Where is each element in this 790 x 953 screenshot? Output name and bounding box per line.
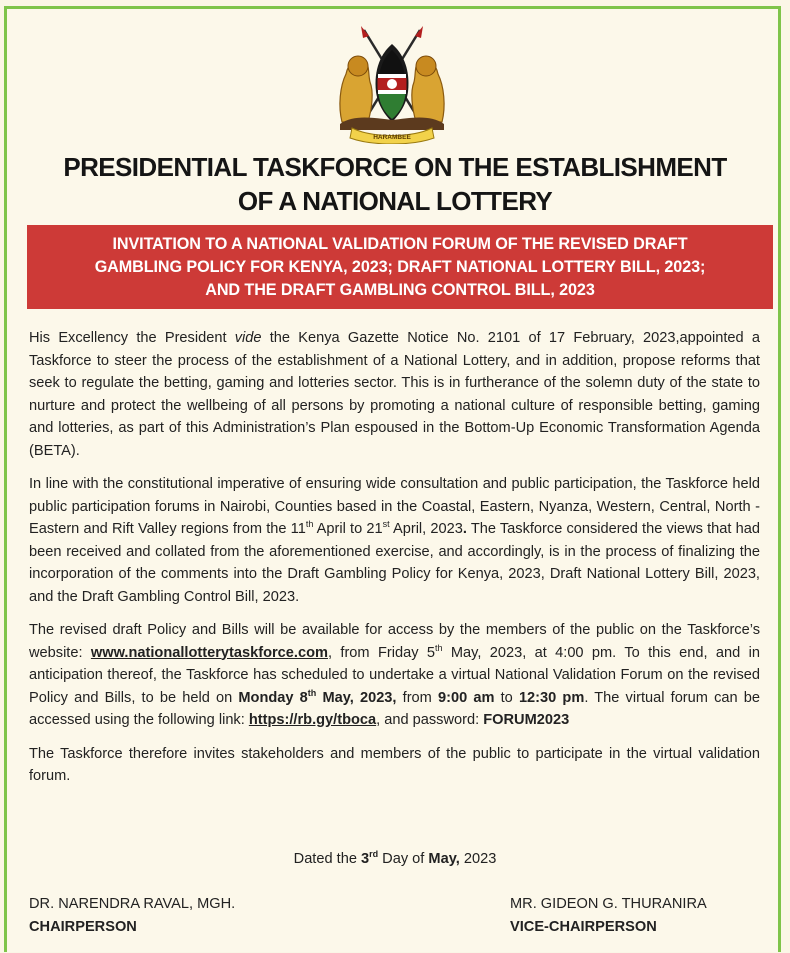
forum-date-day: Monday 8 (238, 689, 308, 706)
p3-text-b: , from Friday 5 (327, 644, 435, 661)
p3-text-a: The revised draft Policy and Bills will be available for access by the members of the public on the Taskforce’s website: (29, 622, 760, 661)
p2-period: . (462, 521, 467, 537)
p3-text-c: May, 2023, at 4:00 pm. To this end, and in anticipation thereof, the Taskforce has scheduled to undertake a virtual National Validation Forum on the revised Policy and Bills, to be held on (29, 644, 760, 706)
dated-prefix: Dated the (293, 850, 361, 867)
chairperson-role: CHAIRPERSON (29, 919, 137, 935)
invitation-banner (27, 225, 773, 309)
p3-text-e: to (494, 689, 519, 706)
forum-link[interactable]: https://rb.gy/tboca (248, 712, 377, 728)
forum-start-time: 9:00 am (437, 689, 495, 706)
title-line-2: OF A NATIONAL LOTTERY (237, 186, 553, 216)
dated-month: May, (428, 850, 460, 867)
forum-date-sup: th (307, 687, 317, 698)
p2-text-c: April, 2023 (389, 521, 463, 537)
paragraph-2 (29, 473, 760, 608)
dated-year: 2023 (459, 850, 497, 867)
notice-body (29, 327, 760, 799)
page-title (20, 150, 770, 218)
forum-password: FORUM2023 (483, 712, 570, 728)
dated-day: 3 (361, 850, 370, 867)
vice-chairperson-role: VICE-CHAIRPERSON (510, 919, 657, 935)
forum-end-time: 12:30 pm (518, 689, 585, 706)
paragraph-1 (29, 327, 760, 462)
p1-text-b: the Kenya Gazette Notice No. 2101 of 17 February, 2023,appointed a Taskforce to steer the process of the establishment of a National Lottery, and in addition, propose reforms that seek to regulate the betting, gaming and lotteries sector. This is in furtherance of the solemn duty of the state to nurture and protect the wellbeing of all persons by promoting a national culture of responsible betting, gaming and lotteries, as part of this Administration’s Plan espoused in the Bottom-Up Economic Transformation Agenda (BETA). (29, 330, 760, 459)
coat-of-arms-emblem (334, 26, 450, 144)
p1-vide: vide (234, 330, 262, 346)
p3-text-g: , and password: (376, 712, 484, 728)
svg-text:HARAMBEE: HARAMBEE (373, 134, 411, 141)
dated-middle: Day of (378, 850, 429, 867)
forum-date (238, 687, 397, 706)
signatory-vice-chairperson (510, 893, 707, 939)
paragraph-3 (29, 619, 760, 732)
signatory-chairperson (29, 893, 235, 939)
banner-line-2: GAMBLING POLICY FOR KENYA, 2023; DRAFT NATIONAL LOTTERY BILL, 2023; (94, 258, 706, 276)
p1-text-a: His Excellency the President (29, 330, 235, 346)
chairperson-name: DR. NARENDRA RAVAL, MGH. (29, 896, 236, 912)
banner-line-3: AND THE DRAFT GAMBLING CONTROL BILL, 2023 (205, 281, 595, 299)
p2-sup-1: th (305, 519, 314, 530)
vice-chairperson-name: MR. GIDEON G. THURANIRA (510, 896, 707, 912)
p2-text-d: The Taskforce considered the views that had been received and collated from the aforementioned exercise, and accordingly, is in the process of finalizing the incorporation of the comments into the Draft Gambling Policy for Kenya, 2023, Draft National Lottery Bill, 2023, and the Draft Gambling Control Bill, 2023. (29, 521, 760, 605)
paragraph-4: The Taskforce therefore invites stakeholders and members of the public to participate in the virtual validation forum. (29, 745, 760, 784)
dated-day-sup: rd (369, 849, 379, 859)
p3-text-f: . The virtual forum can be accessed using the following link: (29, 689, 761, 728)
p3-text-d: from (396, 689, 438, 706)
forum-date-month: May, 2023, (316, 689, 397, 706)
dated-line (0, 849, 790, 867)
p2-text-a: In line with the constitutional imperative of ensuring wide consultation and public participation, the Taskforce held public participation forums in Nairobi, Counties based in the Coastal, Eastern, Nyanza, Western, Central, North -Eastern and Rift Valley regions from the 11 (29, 476, 760, 537)
p2-sup-2: st (382, 519, 390, 530)
p2-text-b: April to 21 (313, 521, 383, 537)
banner-line-1: INVITATION TO A NATIONAL VALIDATION FORUM OF THE REVISED DRAFT (112, 235, 688, 253)
title-line-1: PRESIDENTIAL TASKFORCE ON THE ESTABLISHMENT (63, 152, 727, 182)
website-link[interactable]: www.nationallotterytaskforce.com (90, 644, 328, 661)
p3-sup-1: th (434, 642, 443, 653)
